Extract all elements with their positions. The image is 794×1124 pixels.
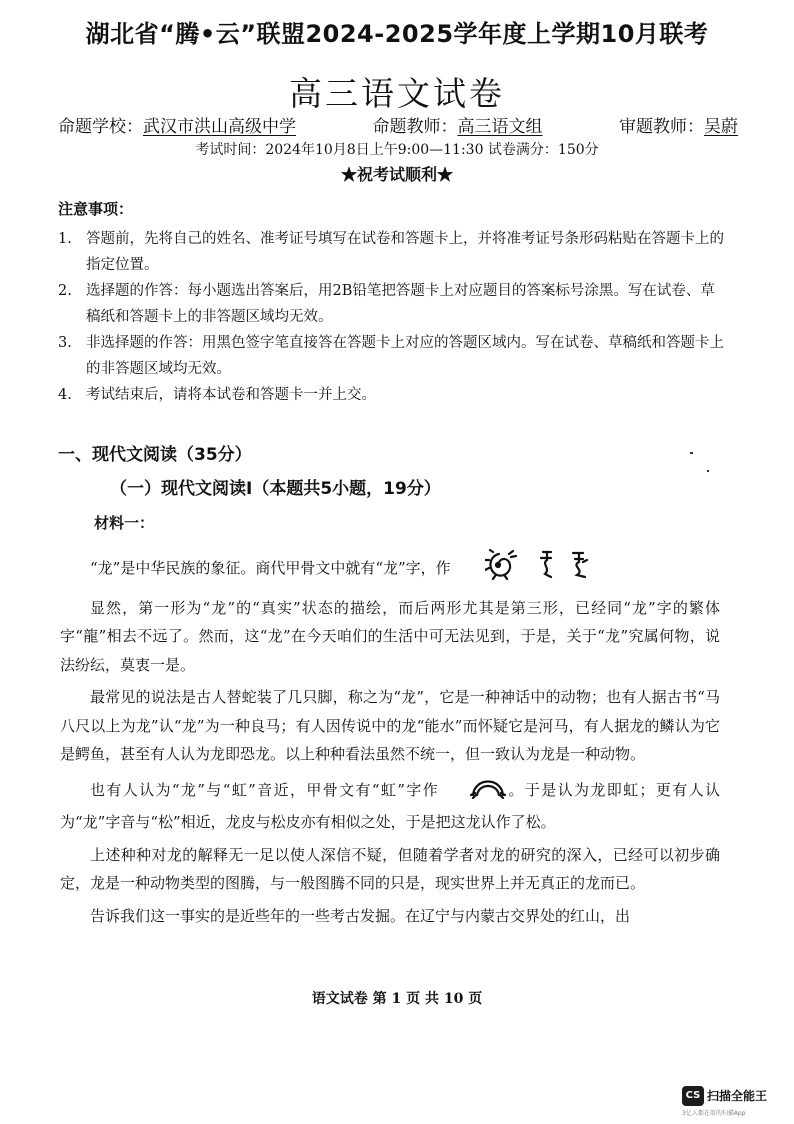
exam-info: 考试时间：2024年10月8日上午9:00—11:30 试卷满分：150分	[195, 142, 599, 158]
notice-item	[58, 226, 728, 278]
notice-text: 答题前，先将自己的姓名、准考证号填写在试卷和答题卡上，并将准考证号条形码粘贴在答题卡上的指定位置。	[86, 231, 724, 273]
school-group	[58, 112, 296, 137]
oracle-bone-dragon-icon	[485, 548, 605, 580]
camscanner-logo-icon: CS	[682, 1086, 704, 1106]
subsection-title: （一）现代文阅读Ⅰ（本题共5小题，19分）	[110, 479, 441, 499]
notice-item	[58, 382, 728, 408]
oracle-rainbow-glyph	[439, 773, 507, 809]
passage-paragraph	[60, 773, 720, 837]
scan-speck	[707, 470, 709, 472]
notice-item	[58, 278, 728, 330]
paragraph-text: 也有人认为“龙”与“虹”音近，甲骨文有“虹”字作	[90, 780, 440, 799]
notice-text: 非选择题的作答：用黑色签字笔直接答在答题卡上对应的答题区域内。写在试卷、草稿纸和答题卡上的非答题区域均无效。	[86, 335, 724, 377]
school-label: 命题学校：	[58, 117, 143, 137]
material-label: 材料一：	[94, 514, 155, 532]
authorship-line	[58, 112, 738, 137]
notice-number: 4.	[58, 387, 72, 403]
notice-title: 注意事项：	[58, 200, 134, 218]
section-title: 一、现代文阅读（35分）	[58, 445, 252, 465]
watermark-name: 扫描全能王	[707, 1089, 768, 1103]
exam-title: 湖北省“腾•云”联盟2024-2025学年度上学期10月联考	[85, 20, 709, 48]
notice-item	[58, 330, 728, 382]
notice-number: 3.	[58, 335, 72, 351]
watermark-tagline: 3亿人都在用的扫描App	[682, 1109, 746, 1117]
good-luck-wish: ★祝考试顺利★	[340, 165, 453, 184]
notice-text: 选择题的作答：每小题选出答案后，用2B铅笔把答题卡上对应题目的答案标号涂黑。写在试卷、草稿纸和答题卡上的非答题区域均无效。	[86, 283, 715, 325]
notice-list	[58, 226, 728, 408]
notice-text: 考试结束后，请将本试卷和答题卡一并上交。	[86, 387, 376, 403]
passage-paragraph: 显然，第一形为“龙”的“真实”状态的描绘，而后两形尤其是第三形，已经同“龙”字的繁体字“龍”相去不远了。然而，这“龙”在今天咱们的生活中可无法见到，于是，关于“龙”究属何物，说法纷纭，莫衷一是。	[60, 598, 720, 674]
passage-paragraph: 上述种种对龙的解释无一足以使人深信不疑，但随着学者对龙的研究的深入，已经可以初步确定，龙是一种动物类型的图腾，与一般图腾不同的只是，现实世界上并无真正的龙而已。	[60, 845, 720, 892]
reviewer-name: 吴蔚	[704, 117, 738, 137]
paragraph-text: 。于是认为龙即虹；更有人认为“龙”字音与“松”相近，龙皮与松皮亦有相似之处，于是把这龙认作了松。	[60, 780, 720, 831]
author-label: 命题教师：	[372, 117, 458, 137]
page-footer: 语文试卷 第 1 页 共 10 页	[311, 991, 483, 1007]
exam-subtitle: 高三语文试卷	[289, 74, 505, 113]
scanner-watermark	[682, 1085, 792, 1117]
paragraph-text: “龙”是中华民族的象征。商代甲骨文中就有“龙”字，作	[90, 558, 451, 577]
scan-speck	[690, 452, 693, 454]
passage-paragraph: 告诉我们这一事实的是近些年的一些考古发掘。在辽宁与内蒙古交界处的红山，出	[90, 906, 631, 925]
author-name: 高三语文组	[457, 117, 543, 137]
school-name: 武汉市洪山高级中学	[143, 117, 296, 137]
author-group	[373, 112, 543, 137]
reviewer-group	[619, 112, 738, 137]
passage-paragraph: 最常见的说法是古人替蛇装了几只脚，称之为“龙”，它是一种神话中的动物；也有人据古书“马八尺以上为龙”认“龙”为一种良马；有人因传说中的龙“能水”而怀疑它是河马，有人据龙的鳞认为它是鳄鱼，甚至有人认为龙即恐龙。以上种种看法虽然不统一，但一致认为龙是一种动物。	[60, 688, 720, 763]
oracle-dragon-glyphs	[455, 548, 605, 590]
reviewer-label: 审题教师：	[619, 117, 704, 137]
reading-passage	[60, 548, 720, 934]
notice-number: 1.	[58, 231, 72, 247]
notice-number: 2.	[58, 283, 72, 299]
oracle-bone-rainbow-icon	[469, 773, 507, 799]
passage-paragraph	[60, 548, 720, 590]
